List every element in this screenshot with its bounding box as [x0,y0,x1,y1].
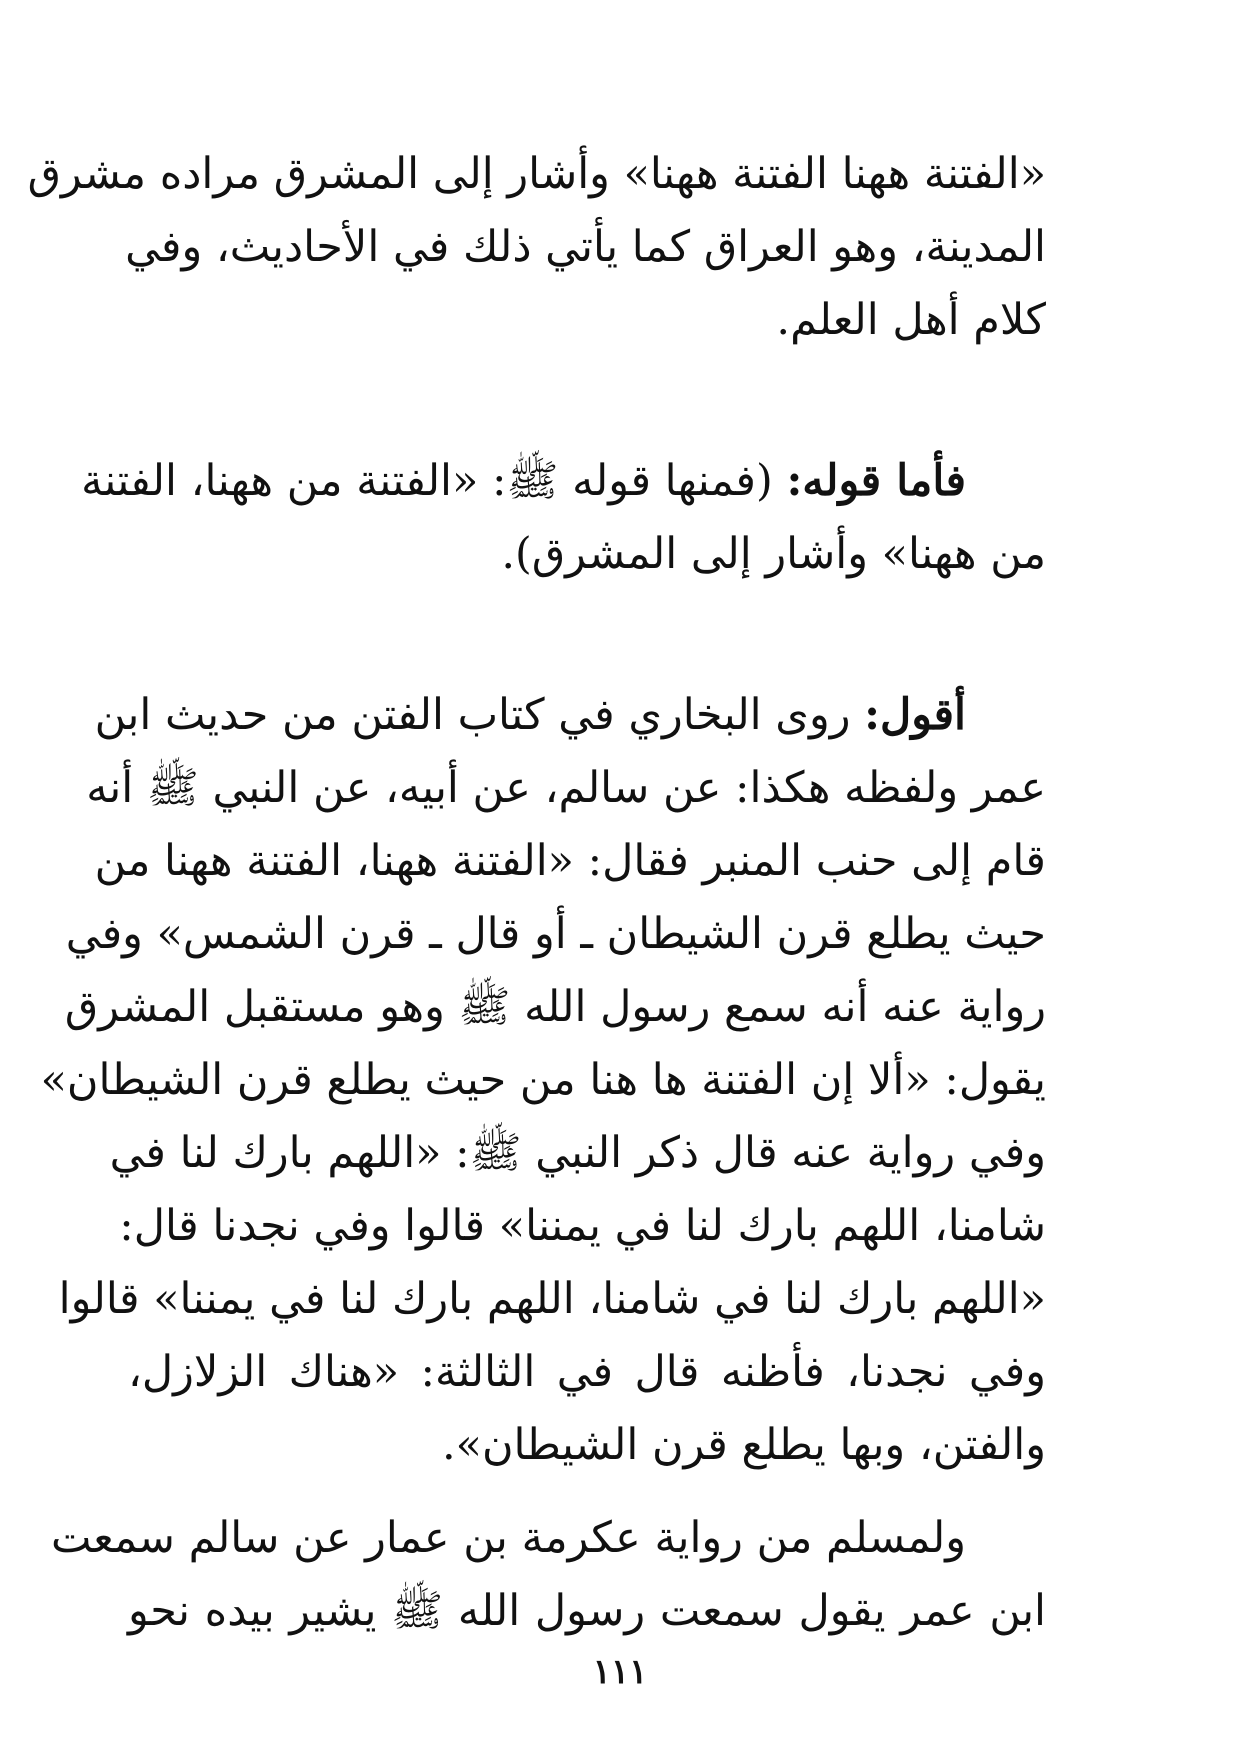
text-line: ابن عمر يقول سمعت رسول الله ﷺ يشير بيده نحو [128,1586,1046,1636]
page-number: ١١١ [592,1652,648,1692]
text-run: (فمنها قوله ﷺ: «الفتنة من ههنا، الفتنة [81,456,773,506]
text-line: والفتن، وبها يطلع قرن الشيطان». [441,1420,1046,1470]
text-line: «الفتنة ههنا الفتنة ههنا» وأشار إلى المشرق مراده مشرق [27,149,1046,199]
text-line: قام إلى حنب المنبر فقال: «الفتنة ههنا، الفتنة ههنا من [94,836,1046,886]
text-line: عمر ولفظه هكذا: عن سالم، عن أبيه، عن النبي ﷺ أنه [86,763,1046,813]
text-line: يقول: «ألا إن الفتنة ها هنا من حيث يطلع قرن الشيطان» [40,1055,1046,1105]
paragraph-2 [81,445,1046,591]
text-line: وفي نجدنا، فأظنه قال في الثالثة: «هناك الزلازل، [128,1347,1046,1397]
text-run: روى البخاري في كتاب الفتن من حديث ابن [94,690,851,740]
text-line: رواية عنه أنه سمع رسول الله ﷺ وهو مستقبل المشرق [64,982,1046,1032]
paragraph-3 [40,679,1046,1482]
text-line: «اللهم بارك لنا في شامنا، اللهم بارك لنا في يمننا» قالوا [58,1274,1046,1324]
text-line [94,679,1046,752]
paragraph-lead: فأما قوله: [786,456,966,506]
paragraph-4 [51,1502,1046,1648]
text-line [81,445,1046,518]
text-line: شامنا، اللهم بارك لنا في يمننا» قالوا وفي نجدنا قال: [119,1201,1046,1251]
text-line: المدينة، وهو العراق كما يأتي ذلك في الأحاديث، وفي [125,222,1046,272]
page-body [27,138,1046,1648]
text-line: حيث يطلع قرن الشيطان ـ أو قال ـ قرن الشمس» وفي [65,909,1046,959]
text-line: من ههنا» وأشار إلى المشرق). [501,529,1046,579]
paragraph-1 [27,138,1046,357]
paragraph-lead: أقول: [864,690,966,740]
text-line: كلام أهل العلم. [776,295,1046,345]
text-line: وفي رواية عنه قال ذكر النبي ﷺ: «اللهم بارك لنا في [109,1128,1046,1178]
text-line: ولمسلم من رواية عكرمة بن عمار عن سالم سمعت [51,1513,966,1563]
